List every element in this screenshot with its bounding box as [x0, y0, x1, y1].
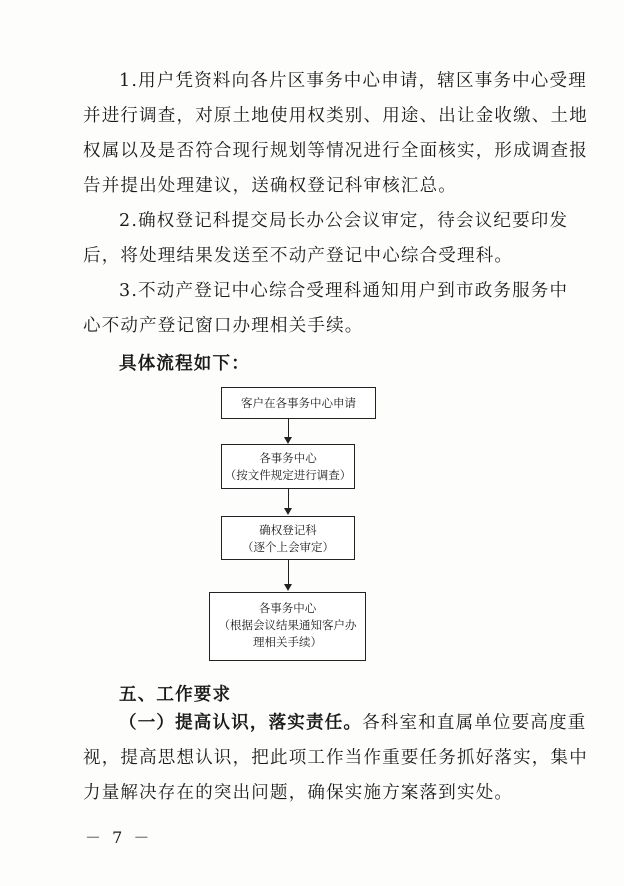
- flow-box-notify: [209, 592, 366, 661]
- paragraph-3: [83, 274, 569, 344]
- flow-box-apply: [221, 387, 376, 419]
- item-text: 各科室和直属单位要高度重: [362, 713, 587, 733]
- flow-box-text: （根据会议结果通知客户办: [218, 618, 357, 632]
- item-lead: （一）提高认识，落实责任。: [119, 713, 363, 733]
- paragraph-line: 3.不动产登记中心综合受理科通知用户到市政务服务中: [119, 281, 569, 301]
- flow-intro: 具体流程如下：: [119, 354, 250, 374]
- flow-box-text: 理相关手续）: [253, 635, 322, 649]
- paragraph-line: 视，提高思想认识，把此项工作当作重要任务抓好落实，集中: [83, 748, 588, 768]
- section-title: 五、工作要求: [119, 685, 232, 705]
- flow-box-text: 各事务中心: [259, 451, 317, 465]
- paragraph-line: 2.确权登记科提交局长办公会议审定，待会议纪要印发: [119, 211, 569, 231]
- flow-arrow-head: [284, 437, 292, 444]
- paragraph-line: 后，将处理结果发送至不动产登记中心综合受理科。: [83, 246, 514, 266]
- flow-box-text: （逐个上会审定）: [242, 540, 334, 554]
- flow-box-text: 客户在各事务中心申请: [241, 396, 356, 410]
- flow-box-text: 确权登记科: [259, 523, 317, 537]
- flow-box-text: 各事务中心: [258, 601, 317, 615]
- flow-box-text: （按文件规定进行调查）: [224, 468, 352, 482]
- paragraph-line: 力量解决存在的突出问题，确保实施方案落到实处。: [83, 783, 514, 803]
- paragraph-line: 权属以及是否符合现行规划等情况进行全面核实，形成调查报: [83, 141, 588, 161]
- paragraph-line: 告并提出处理建议，送确权登记科审核汇总。: [83, 176, 457, 196]
- paragraph-line: 并进行调查，对原土地使用权类别、用途、出让金收缴、土地: [83, 106, 588, 126]
- flow-arrow-head: [284, 508, 292, 515]
- flow-arrow-line: [288, 419, 289, 438]
- paragraph-line: 1.用户凭资料向各片区事务中心申请，辖区事务中心受理: [119, 71, 587, 91]
- flow-box-review: [221, 516, 355, 560]
- paragraph-2: [83, 204, 569, 274]
- flow-arrow-line: [288, 489, 289, 509]
- flow-arrow-line: [288, 560, 289, 585]
- paragraph-work-requirement: [83, 706, 588, 811]
- page-number: － 7 －: [85, 828, 153, 847]
- flow-arrow-head: [284, 584, 292, 591]
- flow-box-investigate: [221, 444, 355, 489]
- paragraph-line: [83, 706, 587, 741]
- paragraph-line: 心不动产登记窗口办理相关手续。: [83, 316, 364, 336]
- paragraph-1: [83, 64, 588, 204]
